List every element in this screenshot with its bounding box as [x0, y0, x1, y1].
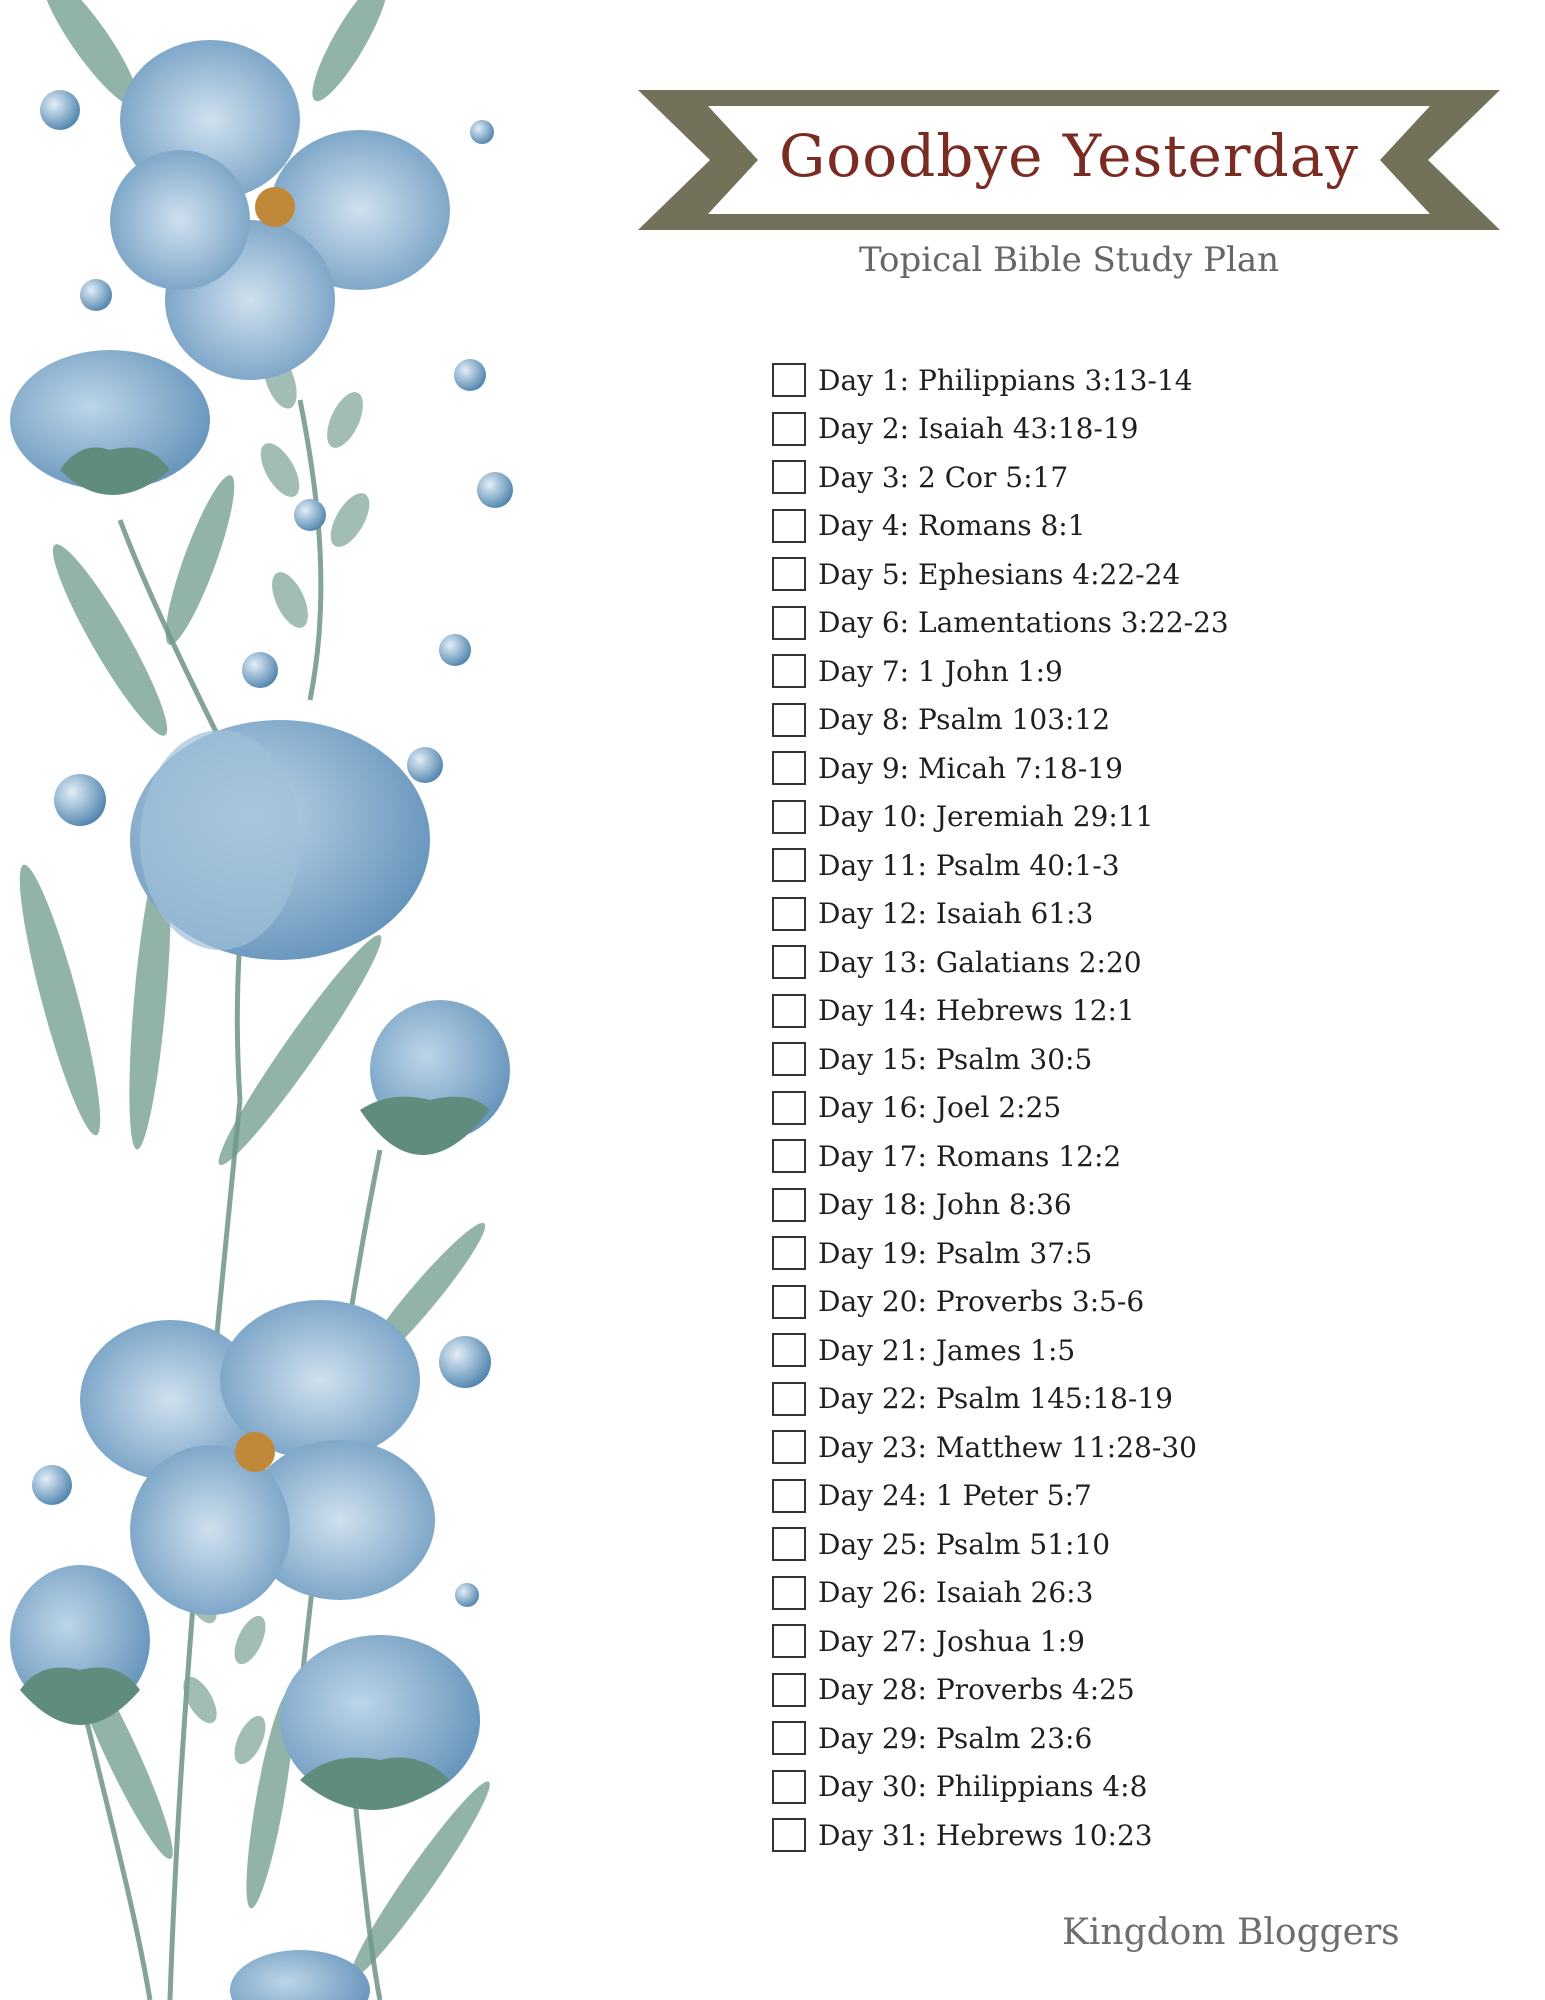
plan-item	[772, 696, 1229, 745]
day-checkbox[interactable]	[772, 751, 806, 785]
plan-item	[772, 453, 1229, 502]
day-label: Day 9: Micah 7:18-19	[818, 751, 1123, 785]
day-checkbox[interactable]	[772, 1188, 806, 1222]
day-label: Day 10: Jeremiah 29:11	[818, 800, 1154, 834]
day-label: Day 7: 1 John 1:9	[818, 654, 1063, 688]
plan-item	[772, 1278, 1229, 1327]
plan-item	[772, 1811, 1229, 1860]
day-checkbox[interactable]	[772, 1576, 806, 1610]
day-checkbox[interactable]	[772, 654, 806, 688]
day-label: Day 31: Hebrews 10:23	[818, 1818, 1153, 1852]
plan-item	[772, 793, 1229, 842]
day-checkbox[interactable]	[772, 1382, 806, 1416]
day-label: Day 27: Joshua 1:9	[818, 1624, 1085, 1658]
day-label: Day 25: Psalm 51:10	[818, 1527, 1111, 1561]
plan-item	[772, 599, 1229, 648]
day-checkbox[interactable]	[772, 509, 806, 543]
day-checkbox[interactable]	[772, 1285, 806, 1319]
plan-item	[772, 1035, 1229, 1084]
plan-item	[772, 1229, 1229, 1278]
plan-item	[772, 938, 1229, 987]
day-label: Day 4: Romans 8:1	[818, 509, 1086, 543]
day-checkbox[interactable]	[772, 1236, 806, 1270]
day-checkbox[interactable]	[772, 1333, 806, 1367]
day-checkbox[interactable]	[772, 994, 806, 1028]
flower-bottom	[80, 1300, 435, 1615]
footer-brand: Kingdom Bloggers	[1062, 1912, 1400, 1953]
day-label: Day 8: Psalm 103:12	[818, 703, 1111, 737]
plan-item	[772, 356, 1229, 405]
day-label: Day 22: Psalm 145:18-19	[818, 1382, 1173, 1416]
day-label: Day 14: Hebrews 12:1	[818, 994, 1135, 1028]
day-label: Day 28: Proverbs 4:25	[818, 1673, 1135, 1707]
day-checkbox[interactable]	[772, 1770, 806, 1804]
day-label: Day 11: Psalm 40:1-3	[818, 848, 1120, 882]
plan-item	[772, 1326, 1229, 1375]
plan-item	[772, 841, 1229, 890]
day-label: Day 19: Psalm 37:5	[818, 1236, 1093, 1270]
day-label: Day 6: Lamentations 3:22-23	[818, 606, 1229, 640]
floral-border-illustration	[0, 0, 520, 2000]
day-checkbox[interactable]	[772, 363, 806, 397]
day-label: Day 12: Isaiah 61:3	[818, 897, 1094, 931]
day-checkbox[interactable]	[772, 1673, 806, 1707]
page-subtitle: Topical Bible Study Plan	[858, 240, 1280, 280]
day-label: Day 1: Philippians 3:13-14	[818, 363, 1193, 397]
plan-item	[772, 647, 1229, 696]
day-checkbox[interactable]	[772, 897, 806, 931]
plan-item	[772, 1423, 1229, 1472]
day-label: Day 2: Isaiah 43:18-19	[818, 412, 1139, 446]
flower-top	[110, 40, 450, 380]
day-checkbox[interactable]	[772, 1139, 806, 1173]
day-label: Day 20: Proverbs 3:5-6	[818, 1285, 1145, 1319]
day-checkbox[interactable]	[772, 800, 806, 834]
day-label: Day 17: Romans 12:2	[818, 1139, 1122, 1173]
plan-item	[772, 1520, 1229, 1569]
day-checkbox[interactable]	[772, 703, 806, 737]
day-label: Day 15: Psalm 30:5	[818, 1042, 1093, 1076]
day-checkbox[interactable]	[772, 1818, 806, 1852]
day-checkbox[interactable]	[772, 557, 806, 591]
day-label: Day 16: Joel 2:25	[818, 1091, 1062, 1125]
plan-item	[772, 1181, 1229, 1230]
day-label: Day 23: Matthew 11:28-30	[818, 1430, 1197, 1464]
page-title: Goodbye Yesterday	[778, 122, 1360, 190]
day-checkbox[interactable]	[772, 412, 806, 446]
plan-item	[772, 890, 1229, 939]
plan-item	[772, 1617, 1229, 1666]
day-checkbox[interactable]	[772, 945, 806, 979]
day-checkbox[interactable]	[772, 1624, 806, 1658]
day-checkbox[interactable]	[772, 1430, 806, 1464]
day-label: Day 21: James 1:5	[818, 1333, 1076, 1367]
day-label: Day 30: Philippians 4:8	[818, 1770, 1148, 1804]
plan-item	[772, 405, 1229, 454]
plan-item	[772, 1763, 1229, 1812]
day-checkbox[interactable]	[772, 606, 806, 640]
title-banner	[638, 86, 1500, 234]
plan-item	[772, 744, 1229, 793]
plan-item	[772, 1666, 1229, 1715]
plan-item	[772, 1375, 1229, 1424]
reading-plan-checklist	[772, 356, 1229, 1860]
day-label: Day 5: Ephesians 4:22-24	[818, 557, 1181, 591]
day-checkbox[interactable]	[772, 1479, 806, 1513]
plan-item	[772, 1714, 1229, 1763]
day-label: Day 29: Psalm 23:6	[818, 1721, 1093, 1755]
day-checkbox[interactable]	[772, 1721, 806, 1755]
plan-item	[772, 550, 1229, 599]
plan-item	[772, 1472, 1229, 1521]
day-label: Day 13: Galatians 2:20	[818, 945, 1142, 979]
plan-item	[772, 1084, 1229, 1133]
day-checkbox[interactable]	[772, 1091, 806, 1125]
plan-item	[772, 502, 1229, 551]
day-checkbox[interactable]	[772, 848, 806, 882]
day-checkbox[interactable]	[772, 1527, 806, 1561]
plan-item	[772, 1132, 1229, 1181]
plan-item	[772, 987, 1229, 1036]
day-checkbox[interactable]	[772, 1042, 806, 1076]
day-label: Day 3: 2 Cor 5:17	[818, 460, 1069, 494]
plan-item	[772, 1569, 1229, 1618]
day-label: Day 18: John 8:36	[818, 1188, 1072, 1222]
day-label: Day 26: Isaiah 26:3	[818, 1576, 1094, 1610]
day-label: Day 24: 1 Peter 5:7	[818, 1479, 1092, 1513]
day-checkbox[interactable]	[772, 460, 806, 494]
